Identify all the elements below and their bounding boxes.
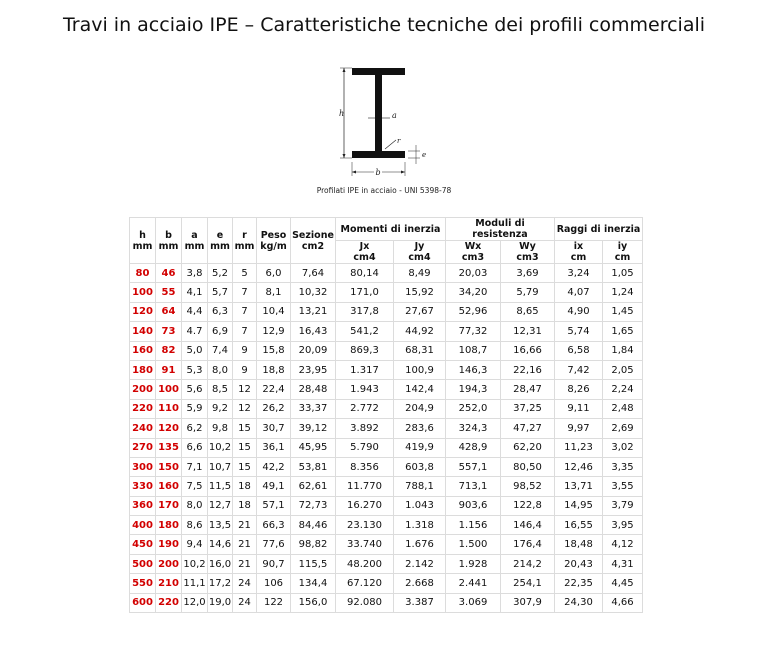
cell-sezione: 62,61: [291, 477, 336, 496]
svg-text:a: a: [392, 111, 397, 120]
table-header-group-row: [130, 218, 643, 241]
cell-wy: 5,79: [501, 283, 555, 302]
cell-sezione: 20,09: [291, 341, 336, 360]
cell-peso: 30,7: [257, 419, 291, 438]
cell-wx: 194,3: [446, 380, 501, 399]
cell-sezione: 23,95: [291, 360, 336, 379]
cell-sezione: 115,5: [291, 554, 336, 573]
cell-iy: 3,95: [603, 516, 643, 535]
cell-h: 600: [130, 593, 156, 612]
cell-wy: 122,8: [501, 496, 555, 515]
cell-r: 15: [233, 438, 257, 457]
cell-h: 120: [130, 302, 156, 321]
cell-iy: 1,05: [603, 264, 643, 283]
cell-wy: 146,4: [501, 516, 555, 535]
cell-a: 5,0: [182, 341, 208, 360]
table-row: [130, 360, 643, 379]
cell-jx: 3.892: [336, 419, 394, 438]
cell-h: 180: [130, 360, 156, 379]
cell-sezione: 98,82: [291, 535, 336, 554]
cell-a: 4,1: [182, 283, 208, 302]
col-peso-header: Peso kg/m: [257, 218, 291, 264]
cell-iy: 3,55: [603, 477, 643, 496]
cell-wy: 254,1: [501, 574, 555, 593]
cell-ix: 4,07: [555, 283, 603, 302]
cell-ix: 13,71: [555, 477, 603, 496]
cell-ix: 20,43: [555, 554, 603, 573]
cell-jy: 788,1: [394, 477, 446, 496]
cell-e: 17,2: [208, 574, 233, 593]
cell-iy: 1,24: [603, 283, 643, 302]
cell-jy: 283,6: [394, 419, 446, 438]
ipe-profile-diagram: [330, 60, 440, 188]
cell-r: 12: [233, 399, 257, 418]
cell-h: 200: [130, 380, 156, 399]
cell-iy: 3,79: [603, 496, 643, 515]
cell-wy: 176,4: [501, 535, 555, 554]
cell-wy: 8,65: [501, 302, 555, 321]
cell-a: 3,8: [182, 264, 208, 283]
cell-r: 9: [233, 360, 257, 379]
figure-caption: Profilati IPE in acciaio - UNI 5398-78: [316, 186, 452, 195]
cell-e: 12,7: [208, 496, 233, 515]
cell-iy: 2,24: [603, 380, 643, 399]
table-row: [130, 264, 643, 283]
cell-e: 10,2: [208, 438, 233, 457]
svg-text:b: b: [375, 168, 381, 177]
cell-e: 19,0: [208, 593, 233, 612]
col-r-header: r mm: [233, 218, 257, 264]
svg-text:r: r: [397, 137, 401, 145]
cell-peso: 8,1: [257, 283, 291, 302]
cell-e: 11,5: [208, 477, 233, 496]
cell-e: 6,9: [208, 322, 233, 341]
cell-e: 8,0: [208, 360, 233, 379]
cell-a: 10,2: [182, 554, 208, 573]
cell-wx: 3.069: [446, 593, 501, 612]
table-row: [130, 302, 643, 321]
table-row: [130, 477, 643, 496]
cell-wy: 3,69: [501, 264, 555, 283]
cell-ix: 5,74: [555, 322, 603, 341]
cell-iy: 1,84: [603, 341, 643, 360]
cell-jx: 869,3: [336, 341, 394, 360]
cell-e: 14,6: [208, 535, 233, 554]
cell-wy: 80,50: [501, 457, 555, 476]
cell-b: 64: [156, 302, 182, 321]
ipe-specs-table: [129, 217, 643, 613]
svg-text:e: e: [422, 151, 427, 159]
table-row: [130, 380, 643, 399]
cell-jx: 67.120: [336, 574, 394, 593]
cell-iy: 3,02: [603, 438, 643, 457]
cell-jx: 16.270: [336, 496, 394, 515]
cell-sezione: 156,0: [291, 593, 336, 612]
cell-wy: 47,27: [501, 419, 555, 438]
cell-r: 21: [233, 554, 257, 573]
cell-iy: 4,45: [603, 574, 643, 593]
cell-b: 120: [156, 419, 182, 438]
cell-peso: 15,8: [257, 341, 291, 360]
cell-jy: 1.043: [394, 496, 446, 515]
cell-a: 9,4: [182, 535, 208, 554]
cell-wy: 307,9: [501, 593, 555, 612]
cell-a: 12,0: [182, 593, 208, 612]
cell-e: 13,5: [208, 516, 233, 535]
cell-wx: 34,20: [446, 283, 501, 302]
cell-r: 7: [233, 283, 257, 302]
table-row: [130, 457, 643, 476]
cell-e: 10,7: [208, 457, 233, 476]
cell-jy: 44,92: [394, 322, 446, 341]
cell-e: 5,2: [208, 264, 233, 283]
col-b-header: b mm: [156, 218, 182, 264]
cell-ix: 4,90: [555, 302, 603, 321]
cell-h: 270: [130, 438, 156, 457]
cell-e: 5,7: [208, 283, 233, 302]
cell-wy: 214,2: [501, 554, 555, 573]
group-momenti-header: Momenti di inerzia: [336, 218, 446, 241]
table-row: [130, 554, 643, 573]
cell-h: 100: [130, 283, 156, 302]
cell-b: 180: [156, 516, 182, 535]
cell-peso: 106: [257, 574, 291, 593]
col-ix-header: ix cm: [555, 241, 603, 264]
table-row: [130, 516, 643, 535]
cell-iy: 1,65: [603, 322, 643, 341]
cell-r: 7: [233, 322, 257, 341]
cell-wy: 37,25: [501, 399, 555, 418]
group-moduli-header: Moduli di resistenza: [446, 218, 555, 241]
cell-jy: 142,4: [394, 380, 446, 399]
cell-wy: 16,66: [501, 341, 555, 360]
cell-h: 550: [130, 574, 156, 593]
cell-ix: 18,48: [555, 535, 603, 554]
cell-jx: 1.943: [336, 380, 394, 399]
cell-peso: 77,6: [257, 535, 291, 554]
cell-sezione: 10,32: [291, 283, 336, 302]
cell-peso: 12,9: [257, 322, 291, 341]
cell-h: 500: [130, 554, 156, 573]
cell-peso: 42,2: [257, 457, 291, 476]
cell-peso: 6,0: [257, 264, 291, 283]
table-row: [130, 496, 643, 515]
cell-wx: 52,96: [446, 302, 501, 321]
cell-b: 110: [156, 399, 182, 418]
col-a-header: a mm: [182, 218, 208, 264]
table-body: [130, 264, 643, 613]
cell-jx: 541,2: [336, 322, 394, 341]
cell-jx: 33.740: [336, 535, 394, 554]
cell-wx: 252,0: [446, 399, 501, 418]
cell-peso: 10,4: [257, 302, 291, 321]
table-row: [130, 535, 643, 554]
cell-wx: 2.441: [446, 574, 501, 593]
cell-wx: 108,7: [446, 341, 501, 360]
cell-ix: 9,97: [555, 419, 603, 438]
cell-a: 5,6: [182, 380, 208, 399]
cell-a: 5,9: [182, 399, 208, 418]
cell-a: 4,4: [182, 302, 208, 321]
cell-e: 9,2: [208, 399, 233, 418]
table-row: [130, 593, 643, 612]
col-jx-header: Jx cm4: [336, 241, 394, 264]
cell-iy: 2,69: [603, 419, 643, 438]
cell-r: 15: [233, 419, 257, 438]
cell-peso: 26,2: [257, 399, 291, 418]
cell-r: 5: [233, 264, 257, 283]
col-e-header: e mm: [208, 218, 233, 264]
cell-ix: 24,30: [555, 593, 603, 612]
cell-b: 210: [156, 574, 182, 593]
cell-r: 24: [233, 593, 257, 612]
cell-b: 46: [156, 264, 182, 283]
cell-iy: 4,31: [603, 554, 643, 573]
cell-jx: 80,14: [336, 264, 394, 283]
cell-wx: 1.500: [446, 535, 501, 554]
cell-wx: 557,1: [446, 457, 501, 476]
cell-b: 220: [156, 593, 182, 612]
cell-a: 5,3: [182, 360, 208, 379]
cell-wy: 28,47: [501, 380, 555, 399]
cell-wx: 903,6: [446, 496, 501, 515]
cell-ix: 3,24: [555, 264, 603, 283]
cell-ix: 8,26: [555, 380, 603, 399]
cell-a: 4.7: [182, 322, 208, 341]
cell-e: 7,4: [208, 341, 233, 360]
cell-a: 7,1: [182, 457, 208, 476]
table-row: [130, 322, 643, 341]
cell-jx: 23.130: [336, 516, 394, 535]
cell-jy: 68,31: [394, 341, 446, 360]
cell-ix: 12,46: [555, 457, 603, 476]
cell-wx: 324,3: [446, 419, 501, 438]
cell-b: 190: [156, 535, 182, 554]
table-row: [130, 399, 643, 418]
cell-b: 82: [156, 341, 182, 360]
cell-b: 200: [156, 554, 182, 573]
cell-jy: 419,9: [394, 438, 446, 457]
cell-a: 8,0: [182, 496, 208, 515]
cell-b: 135: [156, 438, 182, 457]
cell-ix: 22,35: [555, 574, 603, 593]
cell-iy: 3,35: [603, 457, 643, 476]
cell-sezione: 16,43: [291, 322, 336, 341]
cell-sezione: 45,95: [291, 438, 336, 457]
col-jy-header: Jy cm4: [394, 241, 446, 264]
cell-jy: 2.668: [394, 574, 446, 593]
table-row: [130, 574, 643, 593]
cell-e: 6,3: [208, 302, 233, 321]
cell-iy: 2,48: [603, 399, 643, 418]
cell-b: 100: [156, 380, 182, 399]
cell-jx: 5.790: [336, 438, 394, 457]
cell-jx: 2.772: [336, 399, 394, 418]
table-row: [130, 419, 643, 438]
col-wx-header: Wx cm3: [446, 241, 501, 264]
cell-peso: 22,4: [257, 380, 291, 399]
cell-jy: 1.318: [394, 516, 446, 535]
cell-r: 18: [233, 477, 257, 496]
cell-peso: 49,1: [257, 477, 291, 496]
cell-a: 6,2: [182, 419, 208, 438]
cell-jy: 8,49: [394, 264, 446, 283]
cell-peso: 90,7: [257, 554, 291, 573]
cell-iy: 2,05: [603, 360, 643, 379]
cell-ix: 9,11: [555, 399, 603, 418]
cell-a: 11,1: [182, 574, 208, 593]
cell-peso: 122: [257, 593, 291, 612]
table-row: [130, 283, 643, 302]
cell-h: 220: [130, 399, 156, 418]
cell-ix: 14,95: [555, 496, 603, 515]
cell-jy: 3.387: [394, 593, 446, 612]
cell-r: 21: [233, 516, 257, 535]
cell-jx: 8.356: [336, 457, 394, 476]
cell-wx: 1.156: [446, 516, 501, 535]
cell-r: 9: [233, 341, 257, 360]
cell-peso: 57,1: [257, 496, 291, 515]
cell-a: 7,5: [182, 477, 208, 496]
cell-r: 24: [233, 574, 257, 593]
cell-sezione: 134,4: [291, 574, 336, 593]
cell-b: 170: [156, 496, 182, 515]
cell-iy: 4,12: [603, 535, 643, 554]
cell-jx: 1.317: [336, 360, 394, 379]
cell-jx: 317,8: [336, 302, 394, 321]
cell-sezione: 39,12: [291, 419, 336, 438]
cell-r: 15: [233, 457, 257, 476]
group-raggi-header: Raggi di inerzia: [555, 218, 643, 241]
cell-wx: 428,9: [446, 438, 501, 457]
cell-jy: 15,92: [394, 283, 446, 302]
cell-h: 300: [130, 457, 156, 476]
cell-sezione: 13,21: [291, 302, 336, 321]
cell-ix: 11,23: [555, 438, 603, 457]
cell-b: 150: [156, 457, 182, 476]
cell-sezione: 7,64: [291, 264, 336, 283]
cell-jy: 100,9: [394, 360, 446, 379]
cell-h: 140: [130, 322, 156, 341]
cell-jy: 204,9: [394, 399, 446, 418]
svg-text:h: h: [339, 109, 345, 118]
cell-sezione: 72,73: [291, 496, 336, 515]
cell-sezione: 84,46: [291, 516, 336, 535]
cell-e: 16,0: [208, 554, 233, 573]
cell-jx: 48.200: [336, 554, 394, 573]
cell-peso: 36,1: [257, 438, 291, 457]
cell-sezione: 33,37: [291, 399, 336, 418]
cell-peso: 18,8: [257, 360, 291, 379]
cell-wy: 22,16: [501, 360, 555, 379]
cell-h: 160: [130, 341, 156, 360]
cell-wy: 12,31: [501, 322, 555, 341]
cell-r: 21: [233, 535, 257, 554]
col-wy-header: Wy cm3: [501, 241, 555, 264]
cell-sezione: 53,81: [291, 457, 336, 476]
cell-h: 400: [130, 516, 156, 535]
cell-sezione: 28,48: [291, 380, 336, 399]
cell-e: 8,5: [208, 380, 233, 399]
cell-jx: 11.770: [336, 477, 394, 496]
cell-r: 7: [233, 302, 257, 321]
cell-r: 18: [233, 496, 257, 515]
cell-b: 91: [156, 360, 182, 379]
cell-peso: 66,3: [257, 516, 291, 535]
cell-jy: 27,67: [394, 302, 446, 321]
cell-wy: 98,52: [501, 477, 555, 496]
cell-h: 240: [130, 419, 156, 438]
cell-jy: 2.142: [394, 554, 446, 573]
cell-e: 9,8: [208, 419, 233, 438]
table-row: [130, 438, 643, 457]
cell-r: 12: [233, 380, 257, 399]
cell-wx: 77,32: [446, 322, 501, 341]
cell-a: 6,6: [182, 438, 208, 457]
cell-h: 80: [130, 264, 156, 283]
col-h-header: h mm: [130, 218, 156, 264]
cell-b: 160: [156, 477, 182, 496]
cell-wx: 146,3: [446, 360, 501, 379]
cell-iy: 4,66: [603, 593, 643, 612]
cell-jx: 171,0: [336, 283, 394, 302]
page-title: Travi in acciaio IPE – Caratteristiche tecniche dei profili commerciali: [62, 14, 706, 36]
cell-a: 8,6: [182, 516, 208, 535]
cell-iy: 1,45: [603, 302, 643, 321]
cell-h: 450: [130, 535, 156, 554]
cell-wy: 62,20: [501, 438, 555, 457]
cell-ix: 16,55: [555, 516, 603, 535]
cell-b: 73: [156, 322, 182, 341]
cell-jy: 603,8: [394, 457, 446, 476]
cell-ix: 7,42: [555, 360, 603, 379]
cell-b: 55: [156, 283, 182, 302]
cell-jx: 92.080: [336, 593, 394, 612]
cell-ix: 6,58: [555, 341, 603, 360]
table-row: [130, 341, 643, 360]
cell-wx: 713,1: [446, 477, 501, 496]
cell-wx: 20,03: [446, 264, 501, 283]
cell-jy: 1.676: [394, 535, 446, 554]
cell-h: 360: [130, 496, 156, 515]
cell-wx: 1.928: [446, 554, 501, 573]
col-iy-header: iy cm: [603, 241, 643, 264]
cell-h: 330: [130, 477, 156, 496]
col-sezione-header: Sezione cm2: [291, 218, 336, 264]
